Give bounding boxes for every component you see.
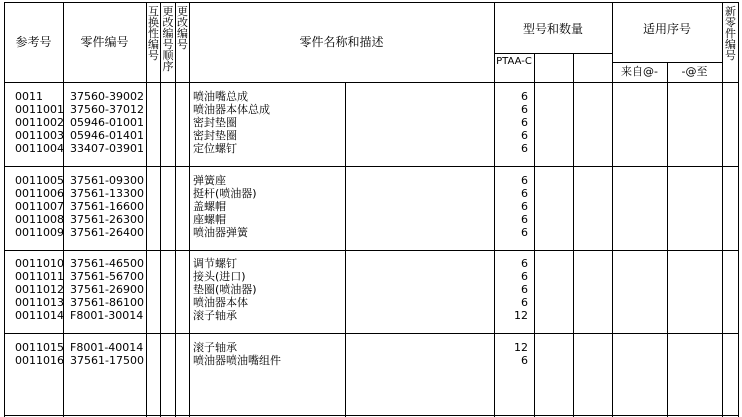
cell-part-no: 37561-26400 <box>70 226 144 239</box>
cell-part-no: 37561-26300 <box>70 213 144 226</box>
cell-desc: 喷油器本体总成 <box>193 103 270 116</box>
col-line <box>667 62 668 417</box>
cell-desc: 喷油器本体 <box>193 296 248 309</box>
header-ref-no: 参考号 <box>15 35 52 49</box>
group-separator <box>4 333 738 334</box>
header-interchange: 互换性编号 <box>148 5 159 62</box>
header-from: 来自@- <box>621 65 658 78</box>
cell-ref: 0011005 <box>15 174 64 187</box>
header-name-desc: 零件名称和描述 <box>299 35 384 49</box>
col-line <box>722 2 723 417</box>
cell-part-no: 37561-09300 <box>70 174 144 187</box>
cell-qty: 12 <box>514 309 528 322</box>
cell-qty: 6 <box>521 257 528 270</box>
cell-qty: 12 <box>514 341 528 354</box>
cell-qty: 6 <box>521 226 528 239</box>
cell-qty: 6 <box>521 213 528 226</box>
group-separator <box>4 250 738 251</box>
header-part-no: 零件编号 <box>80 35 129 49</box>
header-new-part: 新零件编号 <box>725 5 736 62</box>
header-applicable-seq: 适用序号 <box>642 22 691 36</box>
cell-desc: 挺杆(喷油器) <box>193 187 257 200</box>
cell-desc: 盖螺帽 <box>193 200 226 213</box>
header-model-col: PTAA-C <box>496 56 532 67</box>
cell-ref: 0011002 <box>15 116 64 129</box>
cell-part-no: F8001-40014 <box>70 341 144 354</box>
cell-part-no: 37561-46500 <box>70 257 144 270</box>
cell-ref: 0011001 <box>15 103 64 116</box>
cell-qty: 6 <box>521 103 528 116</box>
cell-ref: 0011003 <box>15 129 64 142</box>
group-separator <box>4 166 738 167</box>
cell-desc: 喷油嘴总成 <box>193 90 248 103</box>
cell-part-no: 37560-39002 <box>70 90 144 103</box>
cell-desc: 接头(进口) <box>193 270 246 283</box>
cell-desc: 滚子轴承 <box>193 341 237 354</box>
cell-ref: 0011007 <box>15 200 64 213</box>
cell-qty: 6 <box>521 270 528 283</box>
cell-qty: 6 <box>521 187 528 200</box>
cell-qty: 6 <box>521 354 528 367</box>
cell-part-no: 05946-01401 <box>70 129 144 142</box>
cell-qty: 6 <box>521 129 528 142</box>
col-line <box>573 53 574 417</box>
cell-desc: 垫圈(喷油器) <box>193 283 257 296</box>
col-line <box>534 53 535 417</box>
cell-qty: 6 <box>521 283 528 296</box>
model-subheader-line <box>494 53 612 54</box>
table-bottom-border <box>4 415 738 416</box>
col-line <box>175 2 176 417</box>
cell-qty: 6 <box>521 90 528 103</box>
cell-desc: 滚子轴承 <box>193 309 237 322</box>
cell-qty: 6 <box>521 296 528 309</box>
cell-ref: 0011011 <box>15 270 64 283</box>
cell-ref: 0011013 <box>15 296 64 309</box>
cell-ref: 0011004 <box>15 142 64 155</box>
cell-desc: 密封垫圈 <box>193 116 237 129</box>
cell-part-no: F8001-30014 <box>70 309 144 322</box>
cell-part-no: 37561-26900 <box>70 283 144 296</box>
header-change-no: 更改编号 <box>177 5 188 51</box>
cell-part-no: 37561-13300 <box>70 187 144 200</box>
cell-qty: 6 <box>521 116 528 129</box>
cell-part-no: 37561-86100 <box>70 296 144 309</box>
cell-desc: 喷油器弹簧 <box>193 226 248 239</box>
cell-desc: 弹簧座 <box>193 174 226 187</box>
cell-desc: 座螺帽 <box>193 213 226 226</box>
header-change-seq: 更改编号顺序 <box>162 5 174 73</box>
cell-qty: 6 <box>521 200 528 213</box>
cell-part-no: 37560-37012 <box>70 103 144 116</box>
cell-desc: 密封垫圈 <box>193 129 237 142</box>
cell-ref: 0011015 <box>15 341 64 354</box>
cell-part-no: 05946-01001 <box>70 116 144 129</box>
col-line <box>345 82 346 417</box>
cell-part-no: 37561-16600 <box>70 200 144 213</box>
cell-ref: 0011009 <box>15 226 64 239</box>
cell-desc: 定位螺钉 <box>193 142 237 155</box>
cell-desc: 喷油器喷油嘴组件 <box>193 354 281 367</box>
cell-ref: 0011006 <box>15 187 64 200</box>
cell-ref: 0011012 <box>15 283 64 296</box>
cell-part-no: 33407-03901 <box>70 142 144 155</box>
cell-ref: 0011008 <box>15 213 64 226</box>
cell-ref: 0011010 <box>15 257 64 270</box>
header-bottom-border <box>4 82 738 83</box>
header-to: -@至 <box>681 65 708 78</box>
col-line <box>146 2 147 417</box>
cell-ref: 0011 <box>15 90 43 103</box>
cell-part-no: 37561-17500 <box>70 354 144 367</box>
header-model-qty: 型号和数量 <box>522 22 583 36</box>
cell-desc: 调节螺钉 <box>193 257 237 270</box>
col-line <box>738 2 739 417</box>
cell-qty: 6 <box>521 142 528 155</box>
cell-part-no: 37561-56700 <box>70 270 144 283</box>
cell-qty: 6 <box>521 174 528 187</box>
cell-ref: 0011016 <box>15 354 64 367</box>
cell-ref: 0011014 <box>15 309 64 322</box>
